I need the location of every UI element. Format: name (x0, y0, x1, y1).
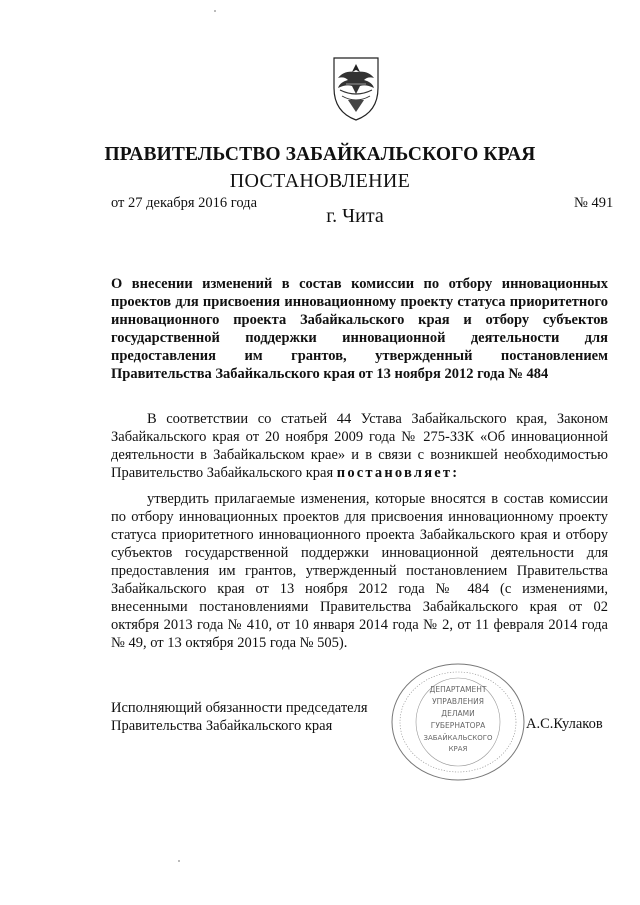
official-seal-icon (388, 660, 528, 785)
seal-line-2: УПРАВЛЕНИЯ (432, 697, 484, 706)
seal-line-1: ДЕПАРТАМЕНТ (429, 685, 487, 694)
document-city: г. Чита (326, 205, 384, 227)
signatory-position-line1: Исполняющий обязанности председателя (111, 700, 368, 716)
scan-speck (214, 10, 216, 12)
seal-line-4: ГУБЕРНАТОРА (430, 721, 486, 730)
government-title: ПРАВИТЕЛЬСТВО ЗАБАЙКАЛЬСКОГО КРАЯ (104, 144, 536, 165)
signatory-position-line2: Правительства Забайкальского края (111, 718, 333, 734)
document-date: от 27 декабря 2016 года (111, 195, 257, 211)
operative-paragraph: утвердить прилагаемые изменения, которые вносятся в состав комиссии по отбору инновационных проектов для присвоения инновационному проекту статуса приоритетного инновационного проекта Забайкальского края и отбору субъектов государственной поддержки инновационной деятельности для предоставления им грантов, утвержденный постановлением Правительства Забайкальского края от 13 ноября 2012 года № 484 (с изменениями, внесенными постановлениями Правительства Забайкальского края от 02 октября 2013 года № 410, от 10 января 2014 года № 2, от 11 февраля 2014 года № 49, от 13 октября 2015 года № 505). (111, 491, 608, 651)
preamble-paragraph (111, 410, 608, 482)
coat-of-arms-icon (326, 54, 386, 124)
resolution-heading: О внесении изменений в состав комиссии по отбору инновационных проектов для присвоения инновационному проекту статуса приоритетного инновационного проекта Забайкальского края и отбору субъектов государственной поддержки инновационной деятельности для предоставления им грантов, утвержденный постановлением Правительства Забайкальского края от 13 ноября 2012 года № 484 (111, 276, 608, 382)
signatory-name: А.С.Кулаков (526, 716, 603, 732)
scan-speck (178, 860, 180, 862)
document-type: ПОСТАНОВЛЕНИЕ (229, 170, 411, 192)
document-number: № 491 (574, 195, 614, 211)
seal-line-6: КРАЯ (448, 745, 468, 753)
seal-line-3: ДЕЛАМИ (441, 709, 475, 718)
preamble-text: В соответствии со статьей 44 Устава Забайкальского края, Законом Забайкальского края от 20 ноября 2009 года № 275-ЗЗК «Об инновационной деятельности в Забайкальском крае» и в связи с возникшей необходимостью Правительство Забайкальского края (111, 411, 608, 481)
decree-keyword: постановляет: (336, 465, 460, 481)
signatory-position (111, 699, 368, 735)
seal-line-5: ЗАБАЙКАЛЬСКОГО (423, 734, 493, 742)
